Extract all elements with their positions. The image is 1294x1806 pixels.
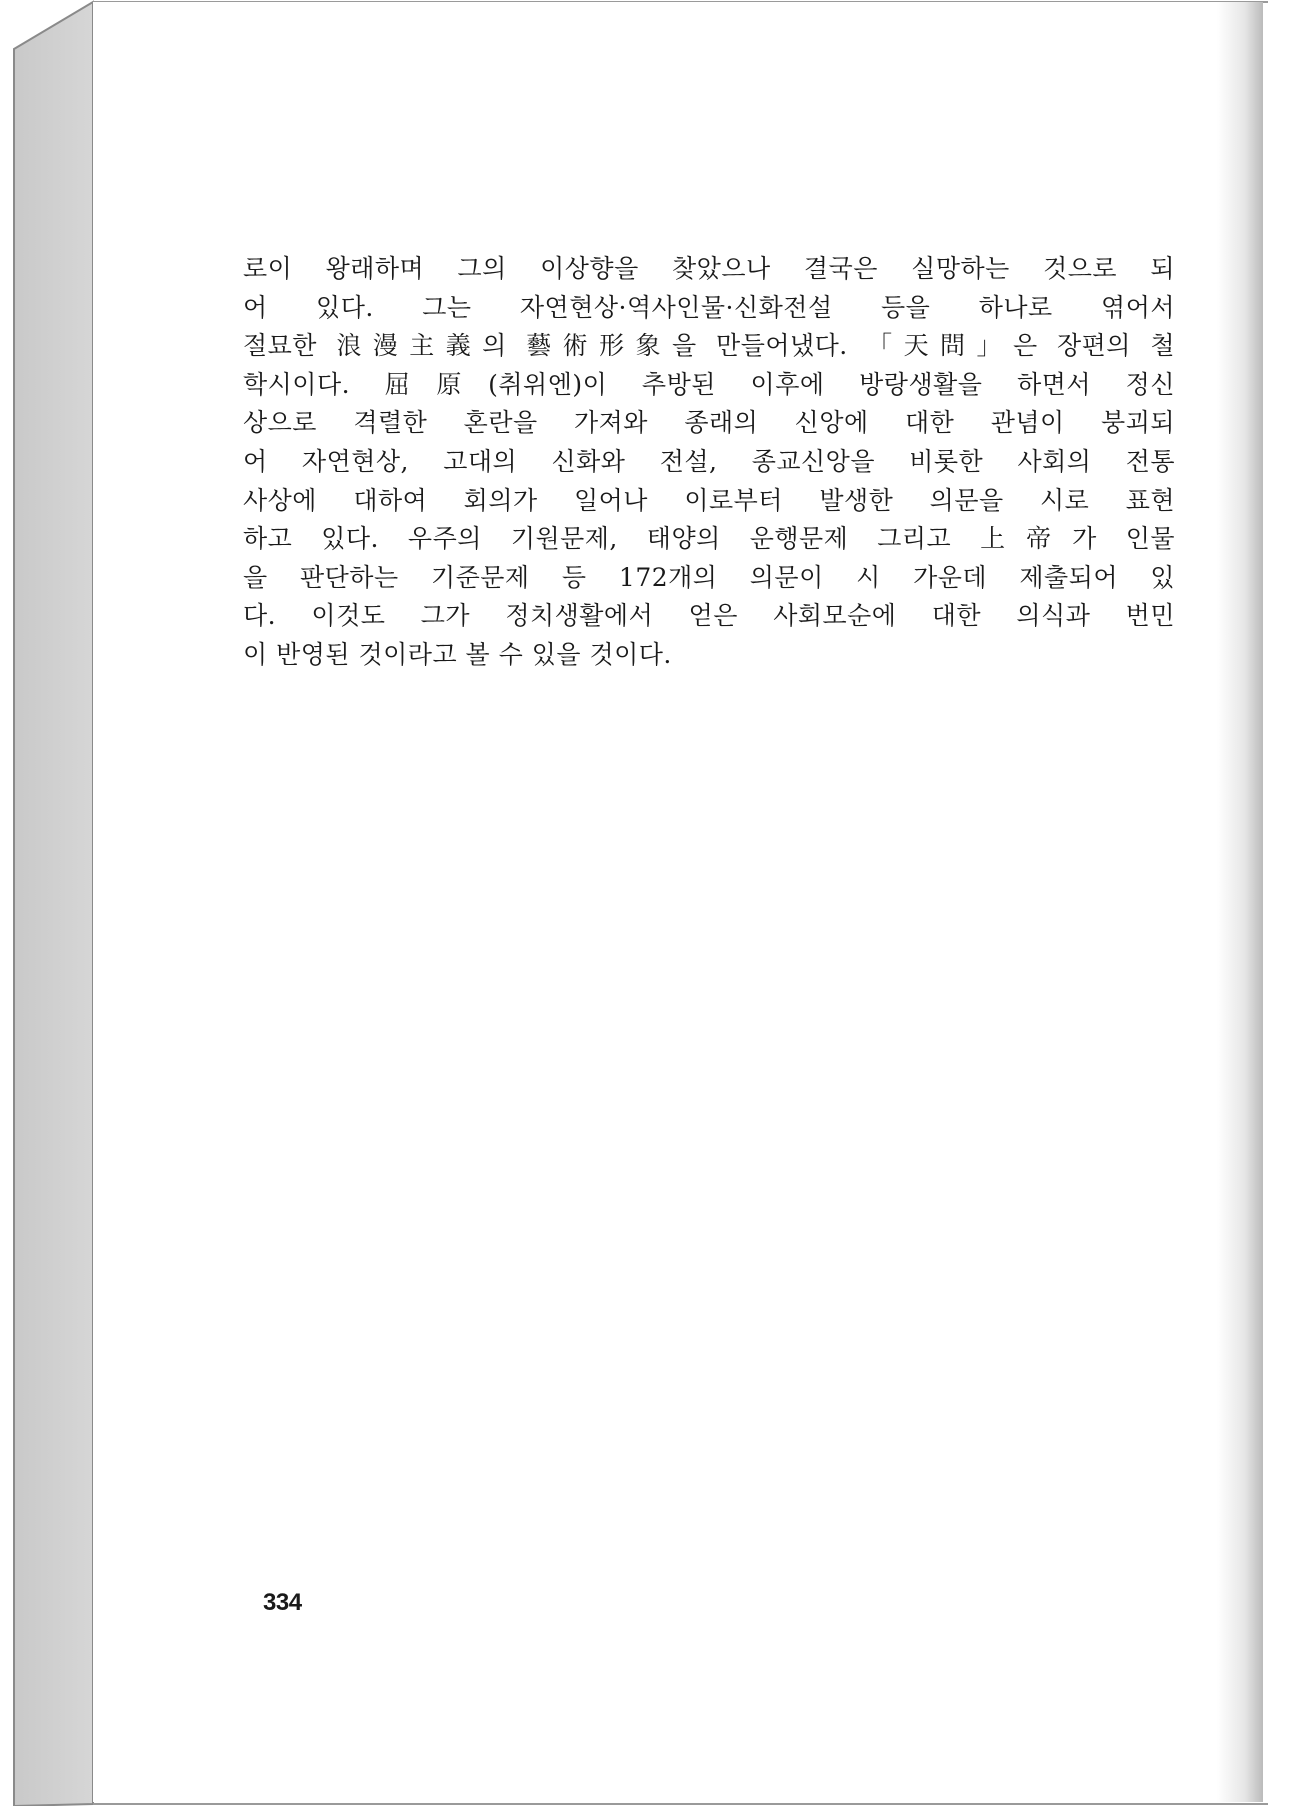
text-line: 어 자연현상, 고대의 신화와 전설, 종교신앙을 비롯한 사회의 전통 (243, 446, 1175, 476)
text-line: 학시이다. 屈原(취위엔)이 추방된 이후에 방랑생활을 하면서 정신 (243, 369, 1175, 399)
text-line: 을 판단하는 기준문제 등 172개의 의문이 시 가운데 제출되어 있 (243, 562, 1175, 592)
page-edge-shadow (1217, 2, 1263, 1802)
book-page (93, 2, 1263, 1802)
text-line: 어 있다. 그는 자연현상·역사인물·신화전설 등을 하나로 엮어서 (243, 292, 1175, 322)
body-text (243, 250, 1175, 675)
text-line: 이 반영된 것이라고 볼 수 있을 것이다. (243, 639, 672, 669)
page-number: 334 (263, 1589, 302, 1616)
text-line: 절묘한 浪漫主義의 藝術形象을 만들어냈다. 「天問」은 장편의 철 (243, 331, 1175, 361)
text-line: 사상에 대하여 회의가 일어나 이로부터 발생한 의문을 시로 표현 (243, 485, 1175, 515)
text-line: 하고 있다. 우주의 기원문제, 태양의 운행문제 그리고 上帝가 인물 (243, 524, 1175, 554)
text-line: 로이 왕래하며 그의 이상향을 찾았으나 결국은 실망하는 것으로 되 (243, 254, 1175, 283)
text-line: 상으로 격렬한 혼란을 가져와 종래의 신앙에 대한 관념이 붕괴되 (243, 408, 1175, 438)
text-line: 다. 이것도 그가 정치생활에서 얻은 사회모순에 대한 의식과 번민 (243, 601, 1175, 631)
